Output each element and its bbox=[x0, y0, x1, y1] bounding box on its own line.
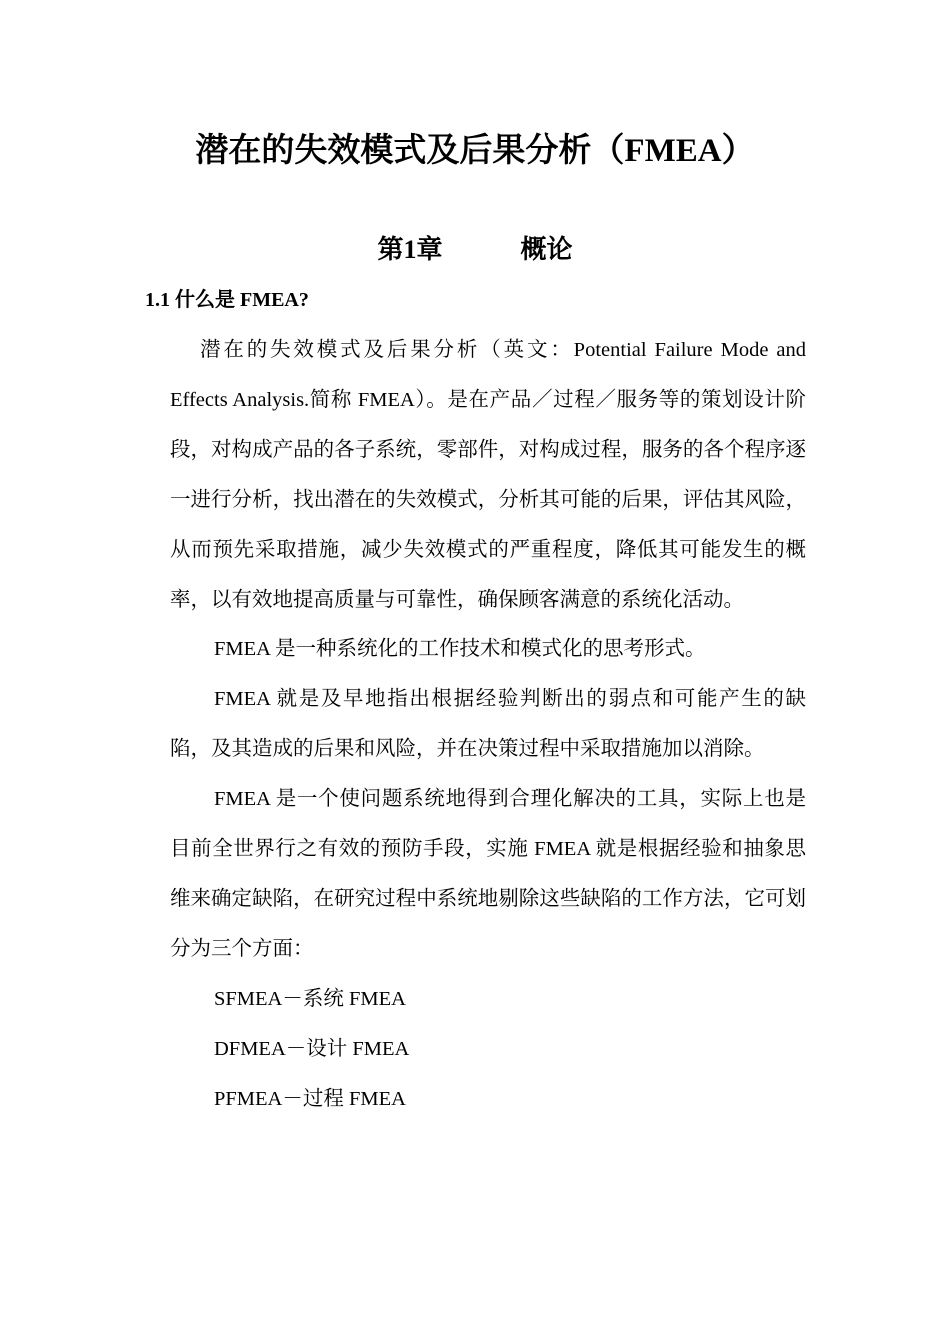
chapter-name: 概论 bbox=[520, 235, 573, 264]
paragraph-tool: FMEA 是一个使问题系统地得到合理化解决的工具，实际上也是目前全世界行之有效的预防手段，实施 FMEA 就是根据经验和抽象思维来确定缺陷，在研究过程中系统地剔除这些缺陷的工作方法，它可划分为三个方面： bbox=[170, 788, 806, 960]
list-item: DFMEA－设计 FMEA bbox=[214, 1037, 410, 1060]
paragraph-definition: 潜在的失效模式及后果分析（英文：Potential Failure Mode and Effects Analysis.简称 FMEA）。是在产品／过程／服务等的策划设计阶段，对构成产品的各子系统，零部件，对构成过程，服务的各个程序逐一进行分析，找出潜在的失效模式，分析其可能的后果，评估其风险，从而预先采取措施，减少失效模式的严重程度，降低其可能发生的概率，以有效地提高质量与可靠性，确保顾客满意的系统化活动。 bbox=[170, 339, 806, 611]
paragraph-early-detection: FMEA 就是及早地指出根据经验判断出的弱点和可能产生的缺陷，及其造成的后果和风险，并在决策过程中采取措施加以消除。 bbox=[170, 688, 806, 761]
document-title: 潜在的失效模式及后果分析（FMEA） bbox=[195, 133, 755, 169]
body-text bbox=[170, 326, 806, 1125]
section-heading: 1.1 什么是 FMEA? bbox=[145, 289, 309, 311]
list-item: PFMEA－过程 FMEA bbox=[214, 1087, 406, 1110]
chapter-heading bbox=[0, 230, 950, 270]
list-item: SFMEA－系统 FMEA bbox=[214, 987, 406, 1010]
chapter-number: 第1章 bbox=[377, 235, 443, 264]
paragraph-technique: FMEA 是一种系统化的工作技术和模式化的思考形式。 bbox=[214, 638, 706, 661]
